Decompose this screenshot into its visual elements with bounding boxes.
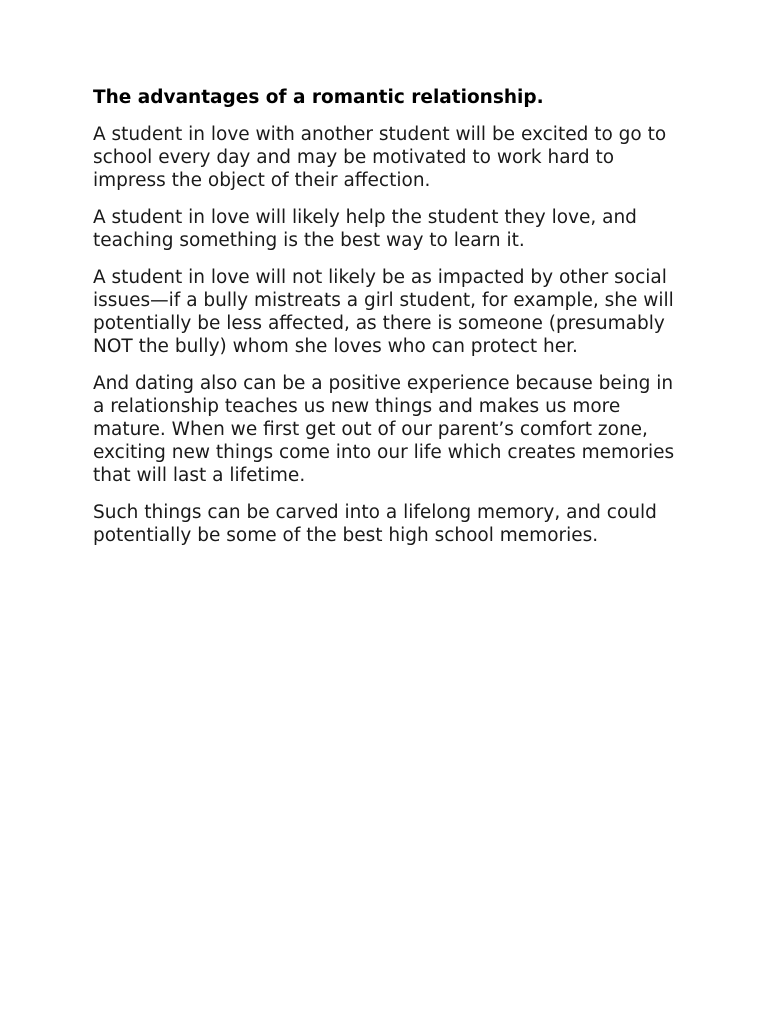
paragraph: A student in love with another student will be excited to go to school every day and may be motivated to work hard to impress the object of their affection. [93, 124, 667, 191]
paragraph: Such things can be carved into a lifelong memory, and could potentially be some of the best high school memories. [93, 502, 657, 546]
paragraph: And dating also can be a positive experience because being in a relationship teaches us new things and makes us more mature. When we first get out of our parent’s comfort zone, exciting new things come into our life which creates memories that will last a lifetime. [93, 373, 675, 486]
document-body [93, 86, 683, 561]
paragraph: A student in love will not likely be as impacted by other social issues—if a bully mistreats a girl student, for example, she will potentially be less affected, as there is someone (presumably NOT the bully) whom she loves who can protect her. [93, 267, 674, 357]
document-title: The advantages of a romantic relationship. [93, 87, 544, 108]
paragraph: A student in love will likely help the student they love, and teaching something is the best way to learn it. [93, 207, 637, 251]
